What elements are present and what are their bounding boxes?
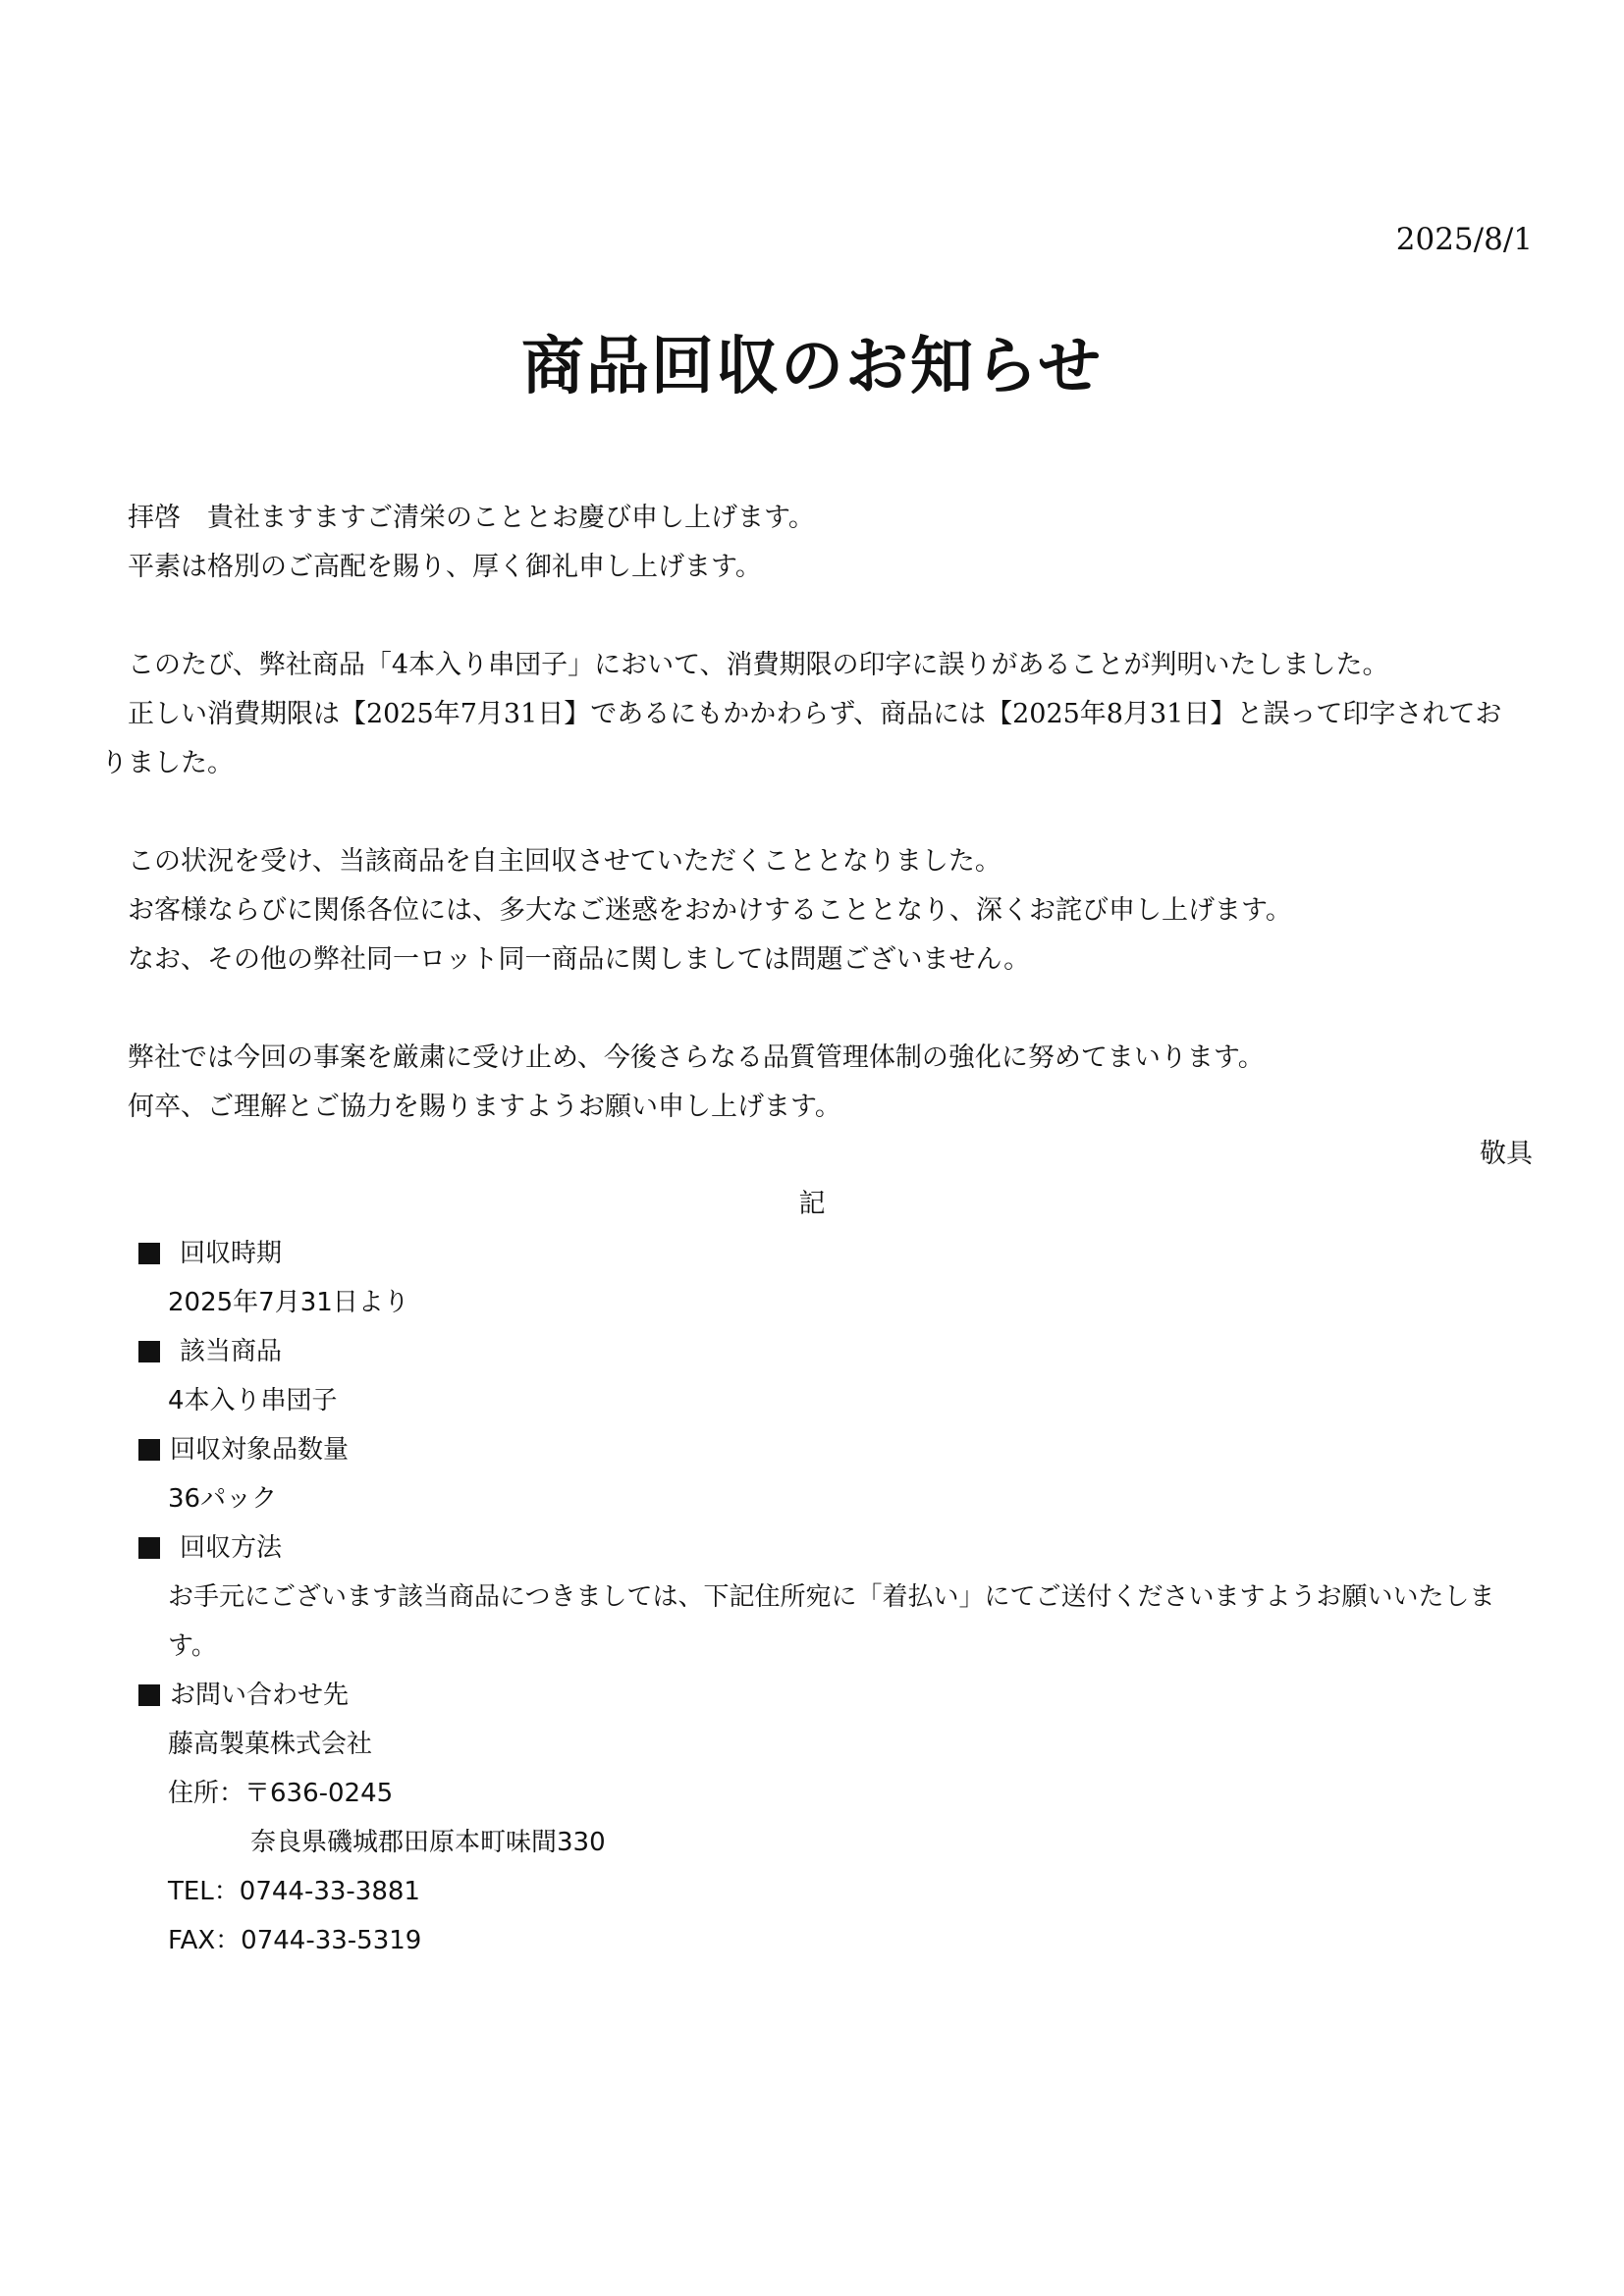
body-paragraph: この状況を受け、当該商品を自主回収させていただくこととなりました。	[128, 846, 1001, 877]
fax-line: FAX：0744-33-5319	[168, 1926, 422, 1955]
body-paragraph: 正しい消費期限は【2025年7月31日】であるにもかかわらず、商品には【2025年8月31日】と誤って印字されておりました。	[101, 699, 1502, 778]
quantity-value: 36パック	[168, 1484, 278, 1514]
recall-period-value: 2025年7月31日より	[168, 1288, 409, 1317]
paragraph-spacer	[101, 985, 1527, 1034]
contact-label: お問い合わせ先	[170, 1681, 350, 1710]
body-paragraph: 平素は格別のご高配を賜り、厚く御礼申し上げます。	[128, 552, 762, 582]
ki-heading: 記	[798, 1189, 826, 1219]
address-line: 奈良県磯城郡田原本町味間330	[250, 1828, 606, 1857]
closing-salutation: 敬具	[1480, 1139, 1533, 1169]
paragraph-spacer	[101, 788, 1527, 837]
method-value: お手元にございます該当商品につきましては、下記住所宛に「着払い」にてご送付くださいますようお願いいたします。	[168, 1582, 1495, 1661]
product-label: 該当商品	[180, 1337, 283, 1366]
tel-line: TEL：0744-33-3881	[168, 1877, 420, 1906]
method-label: 回収方法	[180, 1533, 283, 1563]
black-square-icon	[138, 1439, 160, 1461]
body-paragraph: お客様ならびに関係各位には、多大なご迷惑をおかけすることとなり、深くお詫び申し上げます。	[128, 895, 1292, 926]
product-heading	[138, 1327, 1527, 1376]
body-paragraph: 何卒、ご理解とご協力を賜りますようお願い申し上げます。	[128, 1092, 841, 1122]
contact-heading	[138, 1671, 1527, 1720]
letter-body	[101, 494, 1527, 1132]
method-heading	[138, 1523, 1527, 1573]
quantity-heading	[138, 1425, 1527, 1474]
body-paragraph: 弊社では今回の事案を厳粛に受け止め、今後さらなる品質管理体制の強化に努めてまいります。	[128, 1042, 1265, 1073]
document-date: 2025/8/1	[1395, 222, 1533, 257]
document-title: 商品回収のお知らせ	[520, 330, 1104, 403]
greeting-line: 拝啓 貴社ますますご清栄のこととお慶び申し上げます。	[128, 503, 815, 533]
body-paragraph: なお、その他の弊社同一ロット同一商品に関しましては問題ございません。	[128, 944, 1031, 975]
company-name: 藤高製菓株式会社	[168, 1730, 373, 1759]
paragraph-spacer	[101, 592, 1527, 641]
black-square-icon	[138, 1341, 160, 1362]
quantity-label: 回収対象品数量	[170, 1435, 350, 1465]
body-paragraph: このたび、弊社商品「4本入り串団子」において、消費期限の印字に誤りがあることが判明いたしました。	[128, 650, 1389, 680]
black-square-icon	[138, 1684, 160, 1706]
product-value: 4本入り串団子	[168, 1386, 338, 1415]
details-section	[138, 1229, 1527, 1965]
postal-code-line: 住所：〒636-0245	[168, 1779, 394, 1808]
recall-period-label: 回収時期	[180, 1239, 283, 1268]
recall-period-heading	[138, 1229, 1527, 1278]
black-square-icon	[138, 1537, 160, 1559]
black-square-icon	[138, 1243, 160, 1264]
